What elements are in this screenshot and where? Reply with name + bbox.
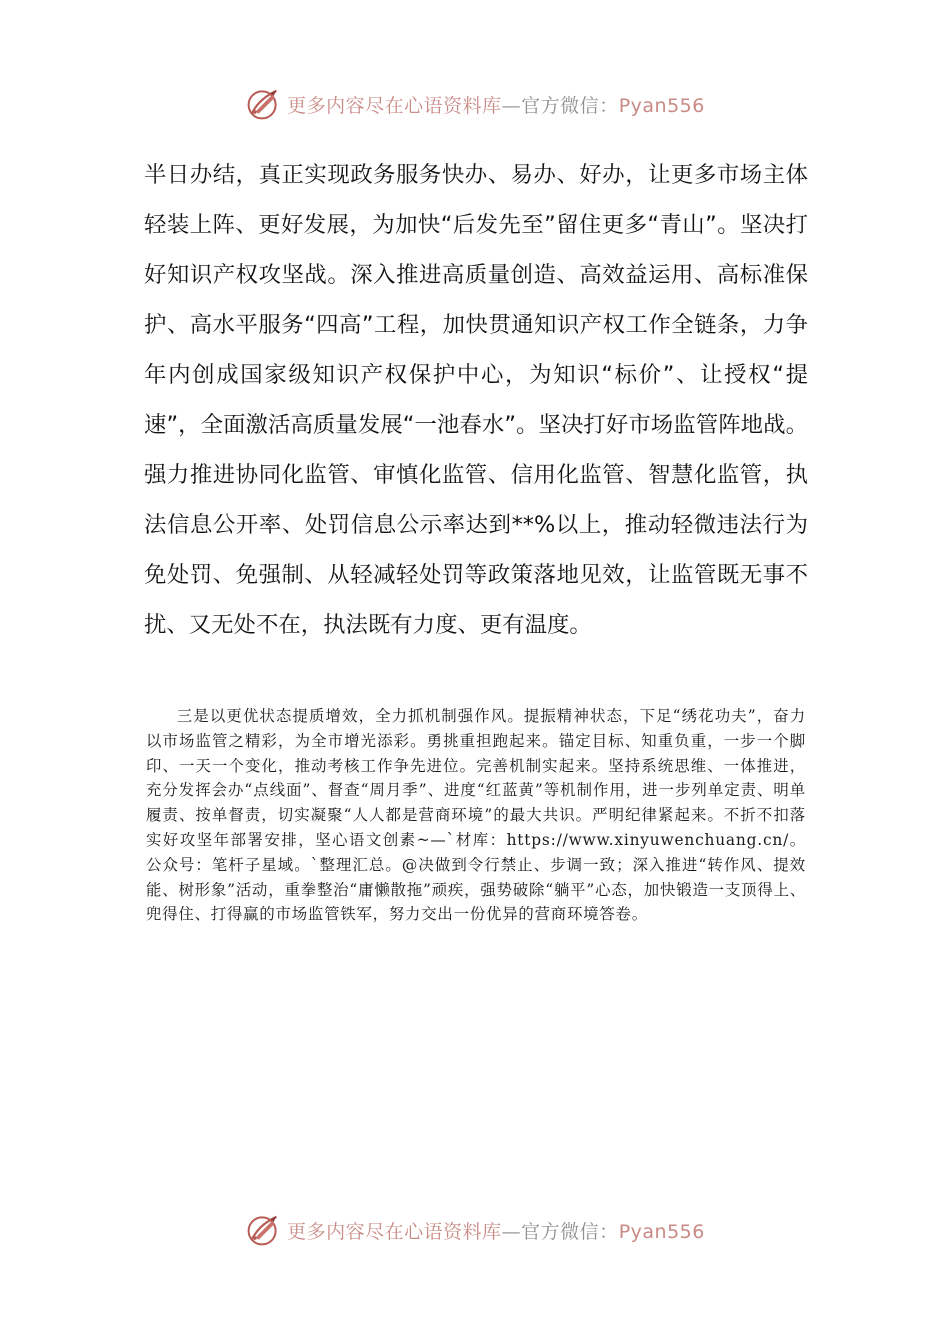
banner-wechat-id: Pyan556	[618, 94, 705, 117]
banner-wechat-label: 官方微信：	[521, 1220, 619, 1243]
main-paragraph: 半日办结，真正实现政务服务快办、易办、好办，让更多市场主体轻装上阵、更好发展，为加快“后发先至”留住更多“青山”。坚决打好知识产权攻坚战。深入推进高质量创造、高效益运用、高标准保护、高水平服务“四高”工程，加快贯通知识产权工作全链条，力争年内创成国家级知识产权保护中心，为知识“标价”、让授权“提速”，全面激活高质量发展“一池春水”。坚决打好市场监管阵地战。强力推进协同化监管、审慎化监管、信用化监管、智慧化监管，执法信息公开率、处罚信息公示率达到**%以上，推动轻微违法行为免处罚、免强制、从轻减轻处罚等政策落地见效，让监管既无事不扰、又无处不在，执法既有力度、更有温度。	[144, 162, 808, 638]
banner-wechat-label: 官方微信：	[521, 94, 619, 117]
footer-watermark-banner	[0, 1208, 950, 1252]
sub-paragraph: 三是以更优状态提质增效，全力抓机制强作风。提振精神状态，下足“绣花功夫”，奋力以市场监管之精彩，为全市增光添彩。勇挑重担跑起来。锚定目标、知重负重，一步一个脚印、一天一个变化，推动考核工作争先进位。完善机制实起来。坚持系统思维、一体推进，充分发挥会办“点线面”、督查“周月季”、进度“红蓝黄”等机制作用，进一步列单定责、明单履责、按单督责，切实凝聚“人人都是营商环境”的最大共识。严明纪律紧起来。不折不扣落实好攻坚年部署安排，坚心语文创素~—`材库：https://www.xinyuwenchuang.cn/。公众号：笔杆子星域。`整理汇总。@决做到令行禁止、步调一致；深入推进“转作风、提效能、树形象”活动，重拳整治“庸懒散拖”顽疾，强势破除“躺平”心态，加快锻造一支顶得上、兜得住、打得赢的市场监管铁军，努力交出一份优异的营商环境答卷。	[146, 707, 806, 924]
footer-banner-text	[287, 1217, 705, 1244]
header-watermark-banner	[0, 82, 950, 126]
banner-wechat-id: Pyan556	[618, 1220, 705, 1243]
header-banner-text	[287, 91, 705, 118]
pen-nib-logo-icon	[245, 1212, 281, 1248]
banner-dash: —	[501, 1220, 522, 1243]
banner-site-name: 更多内容尽在心语资料库	[287, 94, 502, 117]
banner-dash: —	[501, 94, 522, 117]
pen-nib-logo-icon	[245, 86, 281, 122]
banner-site-name: 更多内容尽在心语资料库	[287, 1220, 502, 1243]
